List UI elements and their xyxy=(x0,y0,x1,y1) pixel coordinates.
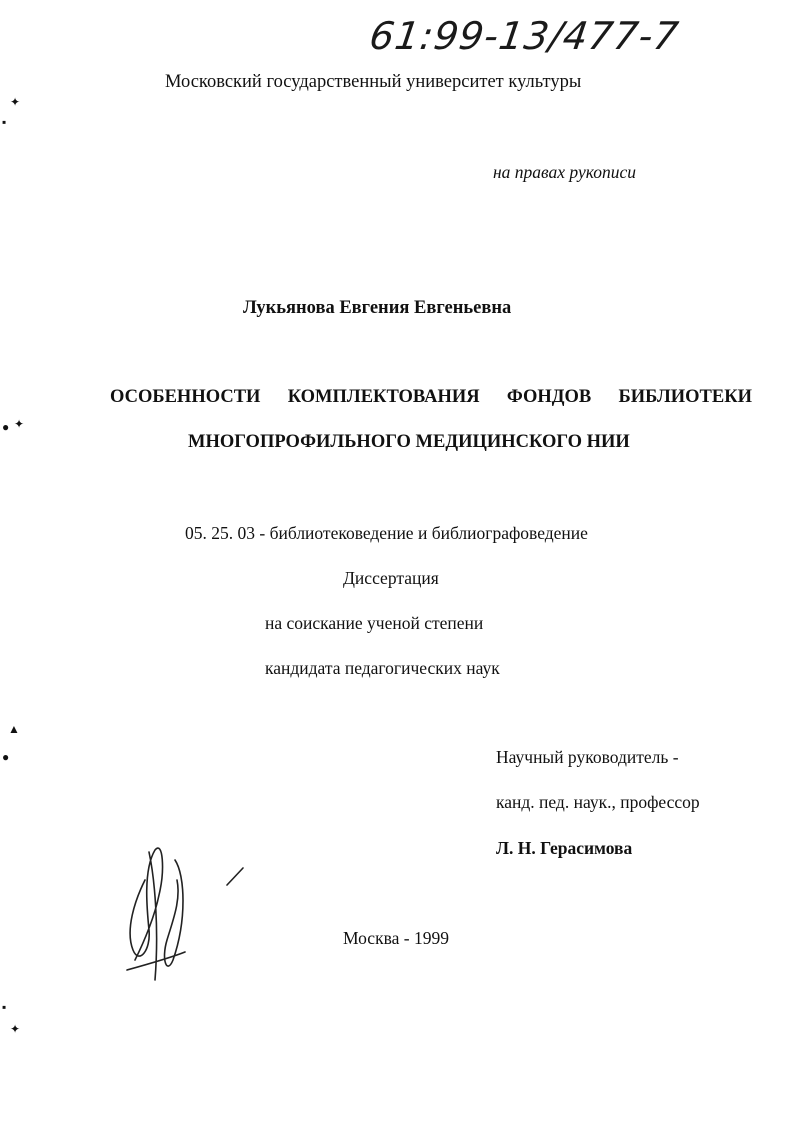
advisor-name: Л. Н. Герасимова xyxy=(496,838,633,858)
degree-line-2: кандидата педагогических наук xyxy=(265,658,500,678)
advisor-role: Научный руководитель - xyxy=(496,747,679,767)
institution-name: Московский государственный университет культуры xyxy=(165,72,582,92)
scan-edge-artifacts: ✦ ▪ ● ✦ ▲ ● ▪ ✦ xyxy=(2,95,25,1036)
author-name: Лукьянова Евгения Евгеньевна xyxy=(243,298,512,318)
document-type: Диссертация xyxy=(343,568,439,588)
thesis-title-line-2: МНОГОПРОФИЛЬНОГО МЕДИЦИНСКОГО НИИ xyxy=(188,432,630,452)
advisor-degree: канд. пед. наук., профессор xyxy=(496,792,700,812)
city-and-year: Москва - 1999 xyxy=(343,928,449,948)
specialty-code: 05. 25. 03 - библиотековедение и библиографоведение xyxy=(185,523,588,543)
degree-line-1: на соискание ученой степени xyxy=(265,613,484,633)
manuscript-rights-note: на правах рукописи xyxy=(493,162,636,182)
shelfmark-handwritten: 61:99-13/477-7 xyxy=(366,14,682,58)
thesis-title-line-1: ОСОБЕННОСТИ КОМПЛЕКТОВАНИЯ ФОНДОВ БИБЛИОТЕКИ xyxy=(110,387,752,407)
author-signature xyxy=(115,840,255,990)
